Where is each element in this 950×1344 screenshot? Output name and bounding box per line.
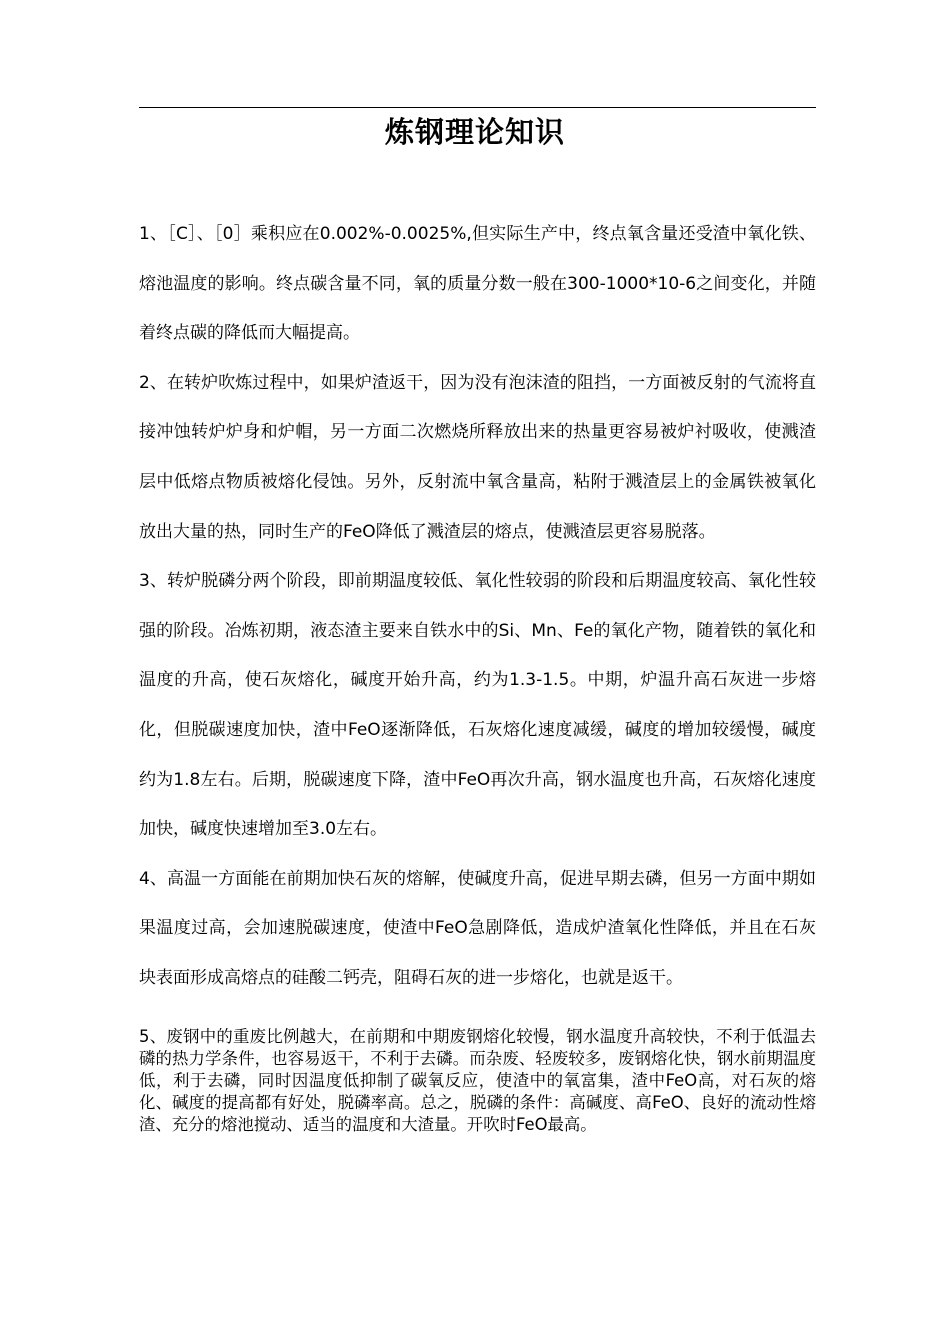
paragraph-2: 2、在转炉吹炼过程中，如果炉渣返干，因为没有泡沫渣的阻挡，一方面被反射的气流将直接冲蚀转炉炉身和炉帽，另一方面二次燃烧所释放出来的热量更容易被炉衬吸收，使溅渣层中低熔点物质被熔化侵蚀。另外，反射流中氧含量高，粘附于溅渣层上的金属铁被氧化放出大量的热，同时生产的FeO降低了溅渣层的熔点，使溅渣层更容易脱落。	[139, 372, 816, 542]
document-body	[139, 210, 816, 1136]
paragraph-3: 3、转炉脱磷分两个阶段，即前期温度较低、氧化性较弱的阶段和后期温度较高、氧化性较强的阶段。冶炼初期，液态渣主要来自铁水中的Si、Mn、Fe的氧化产物，随着铁的氧化和温度的升高，使石灰熔化，碱度开始升高，约为1.3-1.5。中期，炉温升高石灰进一步熔化，但脱碳速度加快，渣中FeO逐渐降低，石灰熔化速度减缓，碱度的增加较缓慢，碱度约为1.8左右。后期，脱碳速度下降，渣中FeO再次升高，钢水温度也升高，石灰熔化速度加快，碱度快速增加至3.0左右。	[139, 571, 816, 840]
header-rule	[139, 107, 816, 108]
paragraph-5: 5、废钢中的重废比例越大，在前期和中期废钢熔化较慢，钢水温度升高较快，不利于低温去磷的热力学条件，也容易返干，不利于去磷。而杂废、轻废较多，废钢熔化快，钢水前期温度低，利于去磷，同时因温度低抑制了碳氧反应，使渣中的氧富集，渣中FeO高，对石灰的熔化、碱度的提高都有好处，脱磷率高。总之，脱磷的条件：高碱度、高FeO、良好的流动性熔渣、充分的熔池搅动、适当的温度和大渣量。开吹时FeO最高。	[139, 1026, 816, 1134]
page-title: 炼钢理论知识	[384, 115, 565, 149]
paragraph-4: 4、高温一方面能在前期加快石灰的熔解，使碱度升高，促进早期去磷，但另一方面中期如果温度过高，会加速脱碳速度，使渣中FeO急剧降低，造成炉渣氧化性降低，并且在石灰块表面形成高熔点的硅酸二钙壳，阻碍石灰的进一步熔化，也就是返干。	[139, 868, 816, 988]
paragraph-1: 1、［C］、［0］乘积应在0.002%-0.0025%,但实际生产中，终点氧含量还受渣中氧化铁、熔池温度的影响。终点碳含量不同，氧的质量分数一般在300-1000*10-6之间变化，并随着终点碳的降低而大幅提高。	[139, 224, 816, 344]
